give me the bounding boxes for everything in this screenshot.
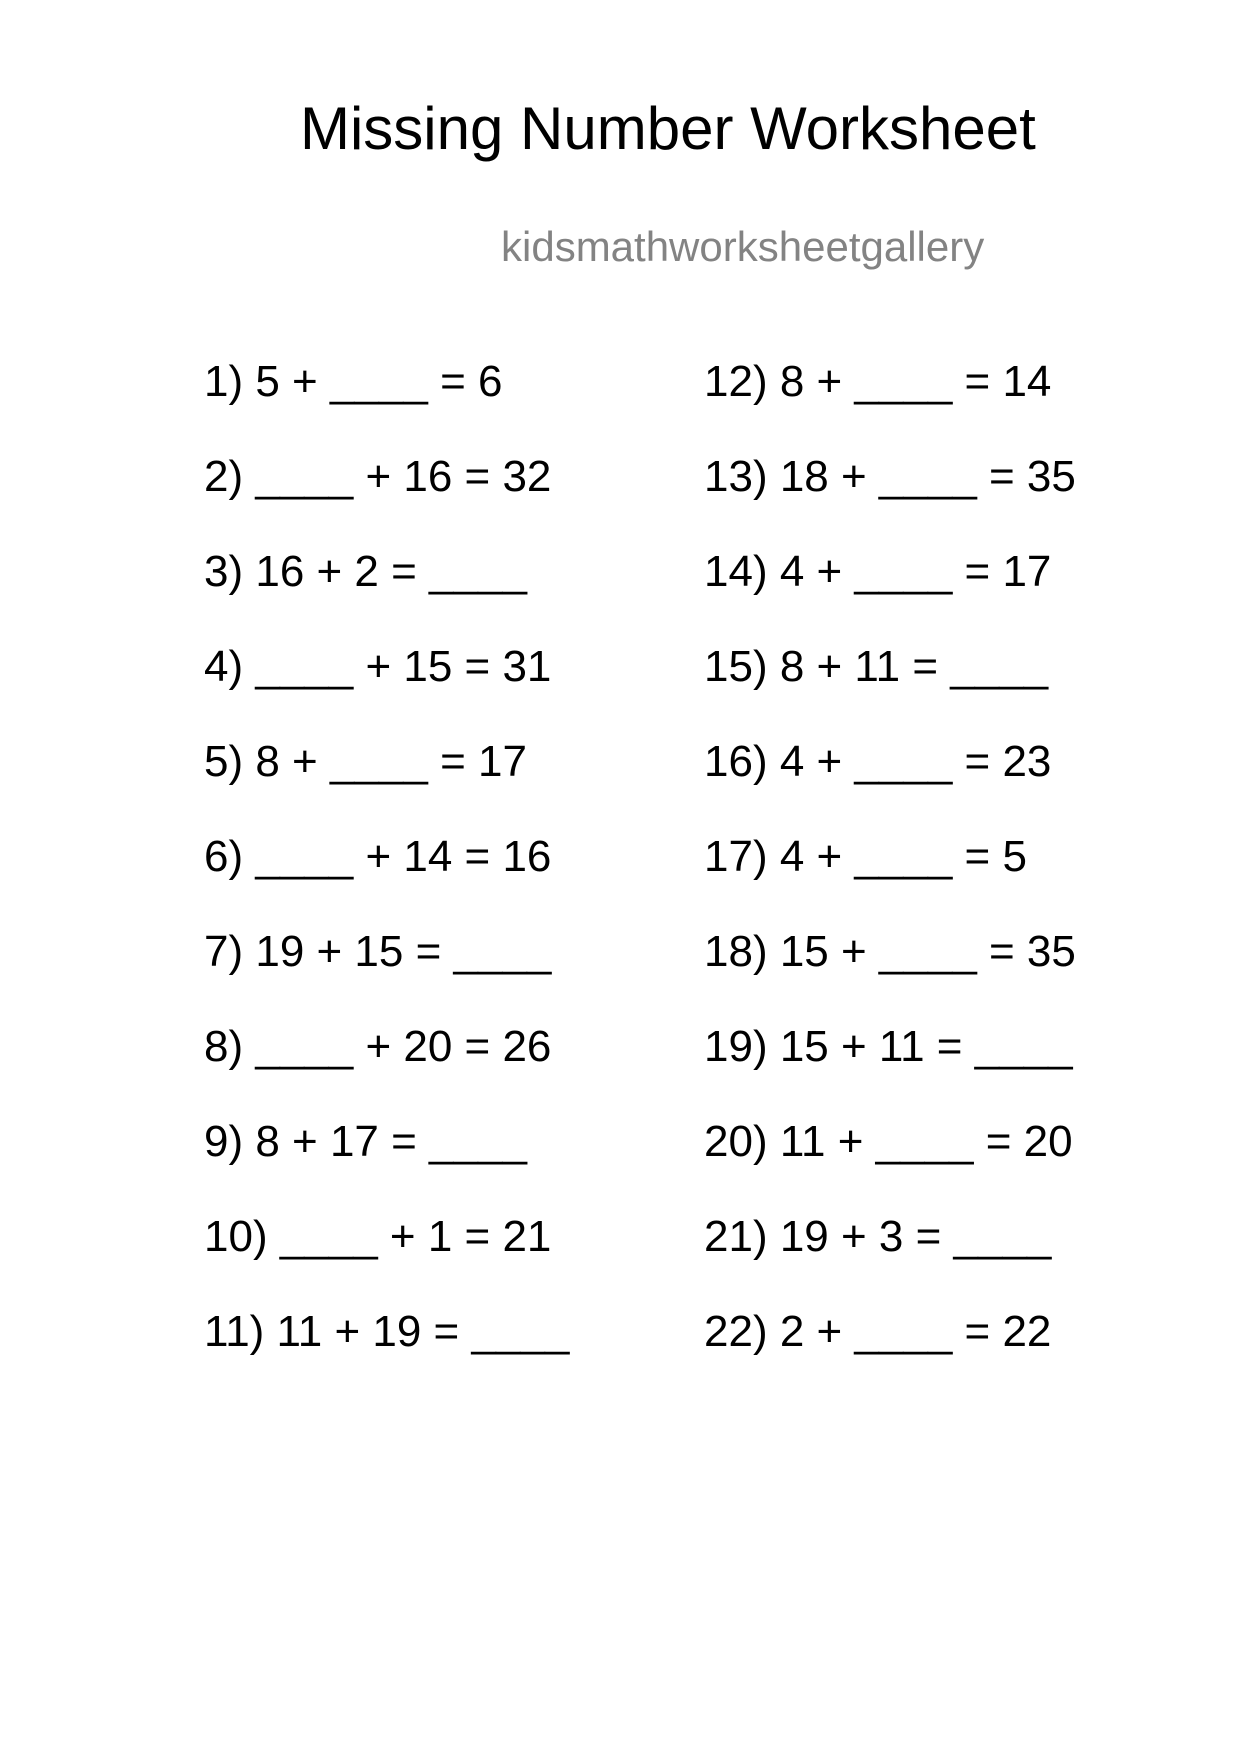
problem-1: 1) 5 + ____ = 6 bbox=[204, 357, 503, 406]
problem-5: 5) 8 + ____ = 17 bbox=[204, 737, 527, 786]
problem-7: 7) 19 + 15 = ____ bbox=[204, 927, 552, 976]
problem-6: 6) ____ + 14 = 16 bbox=[204, 832, 552, 881]
problem-4: 4) ____ + 15 = 31 bbox=[204, 642, 552, 691]
problem-19: 19) 15 + 11 = ____ bbox=[704, 1022, 1073, 1071]
worksheet-title: Missing Number Worksheet bbox=[300, 95, 1036, 162]
problem-17: 17) 4 + ____ = 5 bbox=[704, 832, 1027, 881]
problem-10: 10) ____ + 1 = 21 bbox=[204, 1212, 552, 1261]
problem-15: 15) 8 + 11 = ____ bbox=[704, 642, 1049, 691]
problem-22: 22) 2 + ____ = 22 bbox=[704, 1307, 1052, 1356]
problem-8: 8) ____ + 20 = 26 bbox=[204, 1022, 552, 1071]
problem-3: 3) 16 + 2 = ____ bbox=[204, 547, 527, 596]
problem-11: 11) 11 + 19 = ____ bbox=[204, 1307, 570, 1356]
problem-21: 21) 19 + 3 = ____ bbox=[704, 1212, 1052, 1261]
problem-12: 12) 8 + ____ = 14 bbox=[704, 357, 1052, 406]
problem-14: 14) 4 + ____ = 17 bbox=[704, 547, 1052, 596]
problem-2: 2) ____ + 16 = 32 bbox=[204, 452, 552, 501]
problem-9: 9) 8 + 17 = ____ bbox=[204, 1117, 527, 1166]
problem-20: 20) 11 + ____ = 20 bbox=[704, 1117, 1073, 1166]
problem-16: 16) 4 + ____ = 23 bbox=[704, 737, 1052, 786]
problem-13: 13) 18 + ____ = 35 bbox=[704, 452, 1076, 501]
worksheet-source-watermark: kidsmathworksheetgallery bbox=[501, 223, 985, 270]
problem-18: 18) 15 + ____ = 35 bbox=[704, 927, 1076, 976]
